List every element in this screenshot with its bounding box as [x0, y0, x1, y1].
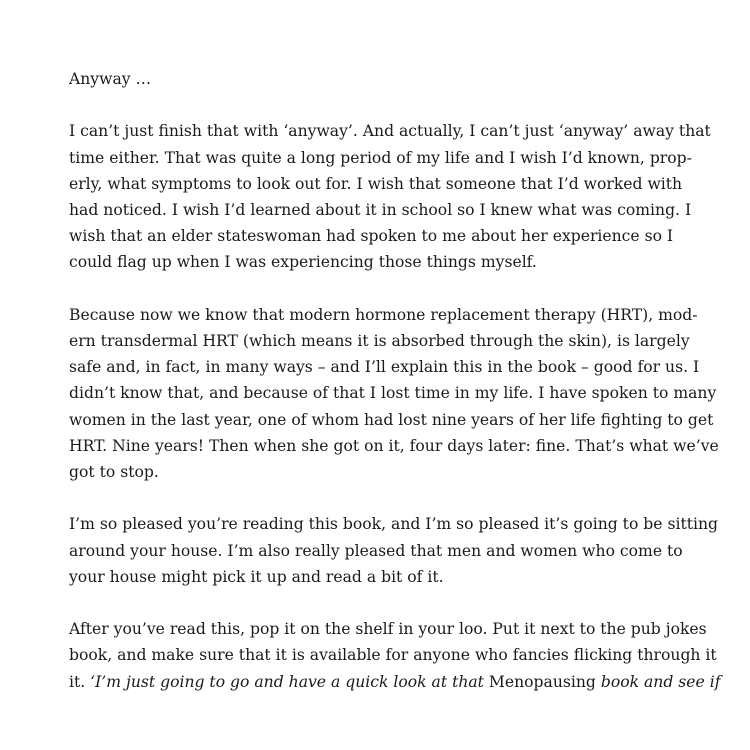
text-run: ern transdermal HRT (which means it is absorbed through the skin), is largely [69, 332, 690, 350]
text-run: Menopausing [488, 672, 596, 691]
text-run: didn’t know that, and because of that I lost time in my life. I have spoken to many [69, 384, 717, 403]
text-run: I can’t just finish that with ‘anyway’. And actually, I can’t just ‘anyway’ away that [69, 122, 711, 141]
text-run: Anyway … [69, 70, 152, 88]
text-run: book, and make sure that it is available for anyone who fancies flicking through it [69, 646, 717, 665]
paragraph [69, 118, 709, 275]
paragraph [69, 302, 719, 485]
text-run: it. [69, 672, 91, 691]
text-line [69, 354, 709, 380]
body-text [69, 66, 721, 721]
paragraph [69, 66, 709, 92]
text-run: had noticed. I wish I’d learned about it in school so I knew what was coming. I [69, 201, 692, 219]
text-run: wish that an elder stateswoman had spoken to me about her experience so I [69, 227, 674, 246]
text-run: safe and, in fact, in many ways – and I’ll explain this in the book – good for us. I [69, 358, 700, 377]
italic-text: ‘I’m just going to go and have a quick look at that [90, 672, 489, 691]
text-line [69, 538, 709, 564]
italic-text: book and see if [595, 672, 721, 691]
text-line [69, 328, 709, 354]
text-line [69, 511, 718, 537]
text-run: I’m so pleased you’re reading this book, and I’m so pleased it’s going to be sitting [69, 515, 718, 534]
text-line [69, 197, 709, 223]
text-run: Because now we know that modern hormone replacement therapy (HRT), mod- [69, 305, 698, 324]
paragraph [69, 511, 718, 590]
text-line [69, 171, 709, 197]
paragraph [69, 616, 721, 695]
text-line [69, 459, 709, 485]
text-line [69, 118, 709, 144]
text-run: time either. That was quite a long period of my life and I wish I’d known, prop- [69, 148, 692, 167]
text-run: got to stop. [69, 463, 159, 482]
text-run: After you’ve read this, pop it on the shelf in your loo. Put it next to the pub jokes [69, 620, 707, 639]
text-line [69, 66, 709, 92]
text-run: erly, what symptoms to look out for. I wish that someone that I’d worked with [69, 174, 683, 193]
text-line [69, 145, 709, 171]
text-line [69, 433, 719, 459]
text-line [69, 249, 709, 275]
text-run: your house might pick it up and read a bit of it. [69, 567, 444, 586]
text-run: could flag up when I was experiencing those things myself. [69, 253, 537, 272]
text-line [69, 223, 709, 249]
text-line [69, 669, 721, 695]
text-line [69, 380, 717, 406]
text-run: around your house. I’m also really pleased that men and women who come to [69, 541, 683, 560]
text-line [69, 564, 709, 590]
text-run: women in the last year, one of whom had lost nine years of her life fighting to get [69, 410, 714, 429]
text-line [69, 407, 714, 433]
text-run: HRT. Nine years! Then when she got on it, four days later: fine. That’s what we’ve [69, 436, 719, 455]
text-line [69, 616, 709, 642]
text-line [69, 302, 709, 328]
text-line [69, 642, 717, 668]
